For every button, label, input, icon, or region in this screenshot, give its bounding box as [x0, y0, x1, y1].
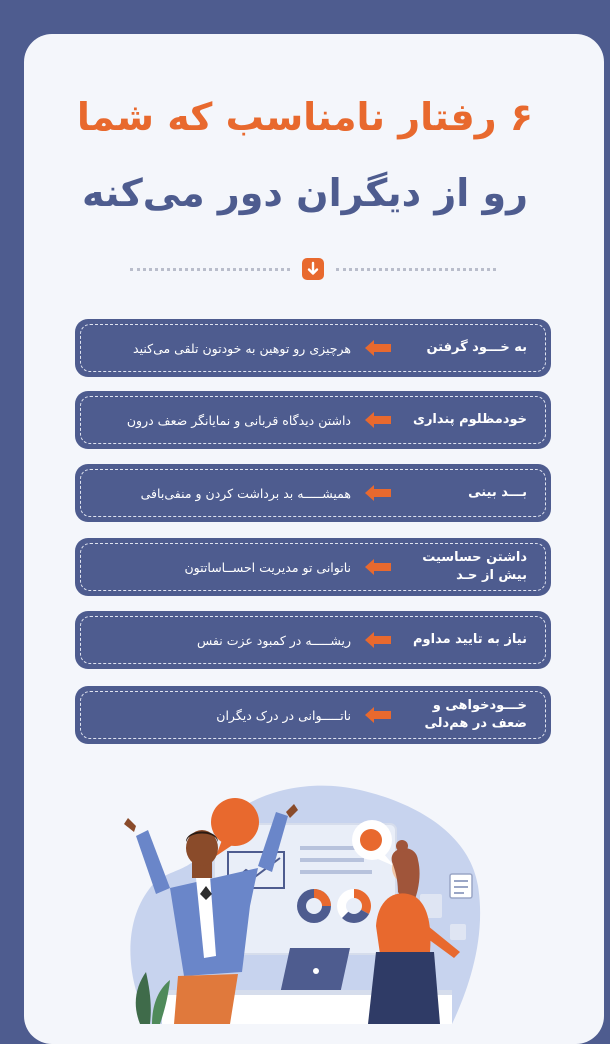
- dotted-line-right: [336, 268, 496, 271]
- list-item: [75, 538, 551, 596]
- item-term: خودمظلوم پنداری: [413, 412, 527, 427]
- item-term: نیاز به تایید مداوم: [413, 632, 527, 647]
- item-description: ناتـــــوانی در درک دیگران: [216, 707, 351, 723]
- list-item: [75, 611, 551, 669]
- dotted-line-left: [130, 268, 290, 271]
- item-description: داشتن دیدگاه قربانی و نمایانگر ضعف درون: [126, 412, 351, 428]
- divider: [130, 258, 496, 280]
- title-line-2: رو از دیگران دور می‌کنه: [82, 171, 528, 215]
- left-arrow-icon: [365, 340, 391, 356]
- item-term: داشتن حساسیت بیش از حـد: [422, 550, 527, 583]
- item-term: بـــد بینی: [468, 485, 527, 500]
- left-arrow-icon: [365, 707, 391, 723]
- left-arrow-icon: [365, 632, 391, 648]
- item-description: ریشـــــه در کمبود عزت نفس: [196, 632, 351, 648]
- item-description: ناتوانی تو مدیریت احســاساتتون: [184, 559, 351, 575]
- left-arrow-icon: [365, 412, 391, 428]
- list-item: [75, 391, 551, 449]
- left-arrow-icon: [365, 559, 391, 575]
- list-item: [75, 319, 551, 377]
- list-item: [75, 686, 551, 744]
- title-line-1: ۶ رفتار نامناسب که شما: [76, 95, 534, 139]
- item-term: به خـــود گرفتن: [426, 340, 527, 355]
- item-description: همیشـــــه بد برداشت کردن و منفی‌بافی: [140, 485, 351, 501]
- item-description: هرچیزی رو توهین به خودتون تلقی می‌کنید: [133, 340, 351, 356]
- list-item: [75, 464, 551, 522]
- down-arrow-icon: [302, 258, 324, 280]
- left-arrow-icon: [365, 485, 391, 501]
- illustration: [0, 776, 610, 1024]
- item-term: خـــودخواهی و ضعف در هم‌دلی: [424, 698, 527, 731]
